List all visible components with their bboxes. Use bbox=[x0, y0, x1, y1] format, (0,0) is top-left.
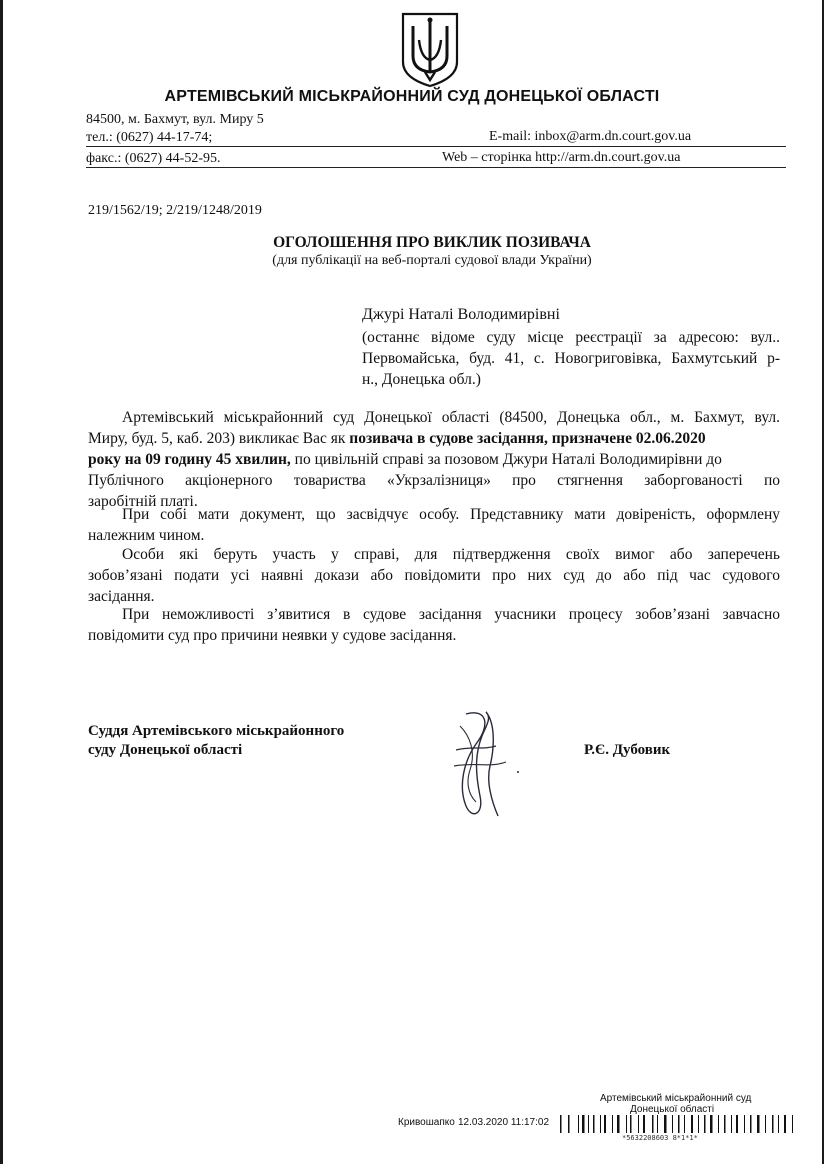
registry-stamp-line-2: Донецької області bbox=[630, 1104, 715, 1115]
registry-stamp-line-1: Артемівський міськрайонний суд bbox=[600, 1093, 752, 1104]
court-address: 84500, м. Бахмут, вул. Миру 5 bbox=[86, 112, 264, 127]
body-paragraph-3-line-2: зобов’язані подати усі наявні докази або повідомити про них суд до або під час судового bbox=[88, 567, 780, 584]
header-divider-1 bbox=[86, 146, 786, 147]
notice-subtitle: (для публікації на веб-порталі судової влади України) bbox=[272, 253, 592, 268]
court-phone: тел.: (0627) 44-17-74; bbox=[86, 130, 213, 145]
body-paragraph-3-line-1: Особи які беруть участь у справі, для підтвердження своїх вимог або заперечень bbox=[122, 546, 780, 563]
court-website: Web – сторінка http://arm.dn.court.gov.ua bbox=[442, 150, 681, 165]
body-paragraph-1-line-1: Артемівський міськрайонний суд Донецької області (84500, Донецька обл., м. Бахмут, вул. bbox=[122, 409, 780, 426]
signature-title-line-2: суду Донецької області bbox=[88, 742, 243, 758]
body-paragraph-3-line-3: засідання. bbox=[88, 588, 155, 605]
hearing-summons: позивача в судове засідання, призначене 02.06.2020 bbox=[349, 430, 706, 447]
addressee-address-line-3: н., Донецька обл.) bbox=[362, 371, 481, 388]
handwritten-signature bbox=[436, 706, 526, 826]
registry-operator: Кривошапко bbox=[398, 1117, 455, 1128]
registry-barcode bbox=[560, 1115, 800, 1133]
body-paragraph-4-line-2: повідомити суд про причини неявки у судове засідання. bbox=[88, 627, 457, 644]
body-paragraph-4-line-1: При неможливості з’явитися в судове засідання учасники процесу зобов’язані завчасно bbox=[122, 606, 780, 623]
body-paragraph-1-line-2 bbox=[88, 428, 780, 449]
body-paragraph-2-line-2: належним чином. bbox=[88, 527, 205, 544]
signature-title-line-1: Суддя Артемівського міськрайонного bbox=[88, 723, 345, 739]
body-paragraph-1-line-3 bbox=[88, 449, 780, 470]
header-divider-2 bbox=[86, 167, 786, 168]
body-paragraph-2-line-1: При собі мати документ, що засвідчує особу. Представнику мати довіреність, оформлену bbox=[122, 506, 780, 523]
addressee-address-line-1: (останнє відоме суду місце реєстрації за адресою: вул.. bbox=[362, 329, 780, 346]
court-fax: факс.: (0627) 44-52-95. bbox=[86, 151, 221, 166]
addressee-name: Джурі Наталі Володимирівні bbox=[362, 306, 560, 323]
scan-edge-left bbox=[0, 0, 3, 1164]
case-description: по цивільній справі за позовом Джури Наталі Володимирівни до bbox=[290, 451, 722, 468]
addressee-address-line-2: Первомайська, буд. 41, с. Новогриговівка, Бахмутський р- bbox=[362, 350, 780, 367]
case-numbers: 219/1562/19; 2/219/1248/2019 bbox=[88, 203, 262, 218]
body-paragraph-1-line-4: Публічного акціонерного товариства «Укрзалізниця» про стягнення заборгованості по bbox=[88, 472, 780, 489]
body-paragraph-1-text: Миру, буд. 5, каб. 203) викликає Вас як bbox=[88, 430, 350, 447]
hearing-time: року на 09 годину 45 хвилин, bbox=[88, 451, 291, 468]
registry-timestamp: 12.03.2020 11:17:02 bbox=[458, 1117, 550, 1128]
court-name: АРТЕМІВСЬКИЙ МІСЬКРАЙОННИЙ СУД ДОНЕЦЬКОЇ ОБЛАСТІ bbox=[164, 88, 660, 105]
body-paragraph-1-line-5: заробітній платі. bbox=[88, 493, 198, 510]
judge-name: Р.Є. Дубовик bbox=[584, 742, 671, 758]
barcode-caption: *5632208603 8*1*1* bbox=[622, 1134, 698, 1142]
notice-title: ОГОЛОШЕННЯ ПРО ВИКЛИК ПОЗИВАЧА bbox=[273, 234, 591, 251]
court-email: E-mail: inbox@arm.dn.court.gov.ua bbox=[489, 129, 692, 144]
coat-of-arms-icon bbox=[399, 10, 461, 88]
